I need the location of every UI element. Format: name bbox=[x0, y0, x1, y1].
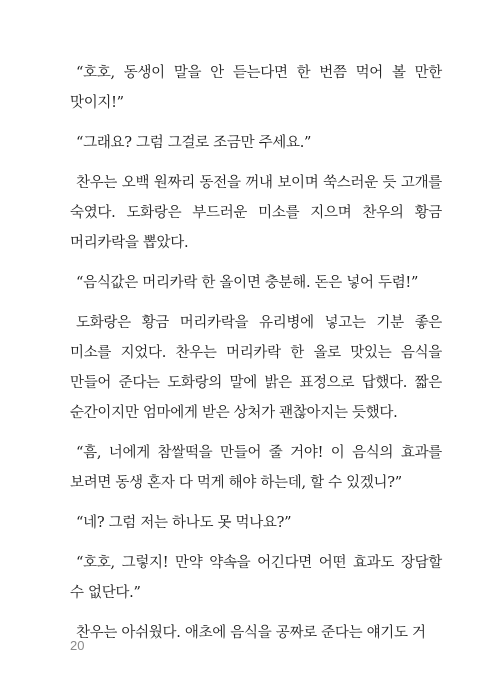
paragraph: 도화랑은 황금 머리카락을 유리병에 넣고는 기분 좋은 미소를 지었다. 찬우는 머리카락 한 올로 맛있는 음식을 만들어 준다는 도화랑의 말에 밝은 표정으로 답했다. 짧은 순간이지만 엄마에게 받은 상처가 괜찮아지는 듯했다. bbox=[70, 315, 442, 421]
page-body bbox=[70, 58, 442, 648]
page-number: 20 bbox=[70, 638, 85, 653]
paragraph: 찬우는 오백 원짜리 동전을 꺼내 보이며 쑥스러운 듯 고개를 숙였다. 도화랑은 부드러운 미소를 지으며 찬우의 황금 머리카락을 뽑았다. bbox=[70, 175, 442, 251]
paragraph: “흠, 너에게 참쌀떡을 만들어 줄 거야! 이 음식의 효과를 보려면 동생 혼자 다 먹게 해야 하는데, 할 수 있겠니?” bbox=[70, 445, 442, 491]
paragraph: “그래요? 그럼 그걸로 조금만 주세요.” bbox=[76, 135, 312, 151]
paragraph: “호호, 동생이 말을 안 듣는다면 한 번쯤 먹어 볼 만한 맛이지!” bbox=[70, 65, 442, 111]
paragraph: “네? 그럼 저는 하나도 못 먹나요?” bbox=[76, 515, 292, 531]
paragraph: “음식값은 머리카락 한 올이면 충분해. 돈은 넣어 두렴!” bbox=[76, 275, 419, 291]
paragraph: “호호, 그렇지! 만약 약속을 어긴다면 어떤 효과도 장담할 수 없단다.” bbox=[70, 555, 442, 601]
paragraph: 찬우는 아쉬웠다. 애초에 음식을 공짜로 준다는 얘기도 거 bbox=[76, 625, 426, 641]
